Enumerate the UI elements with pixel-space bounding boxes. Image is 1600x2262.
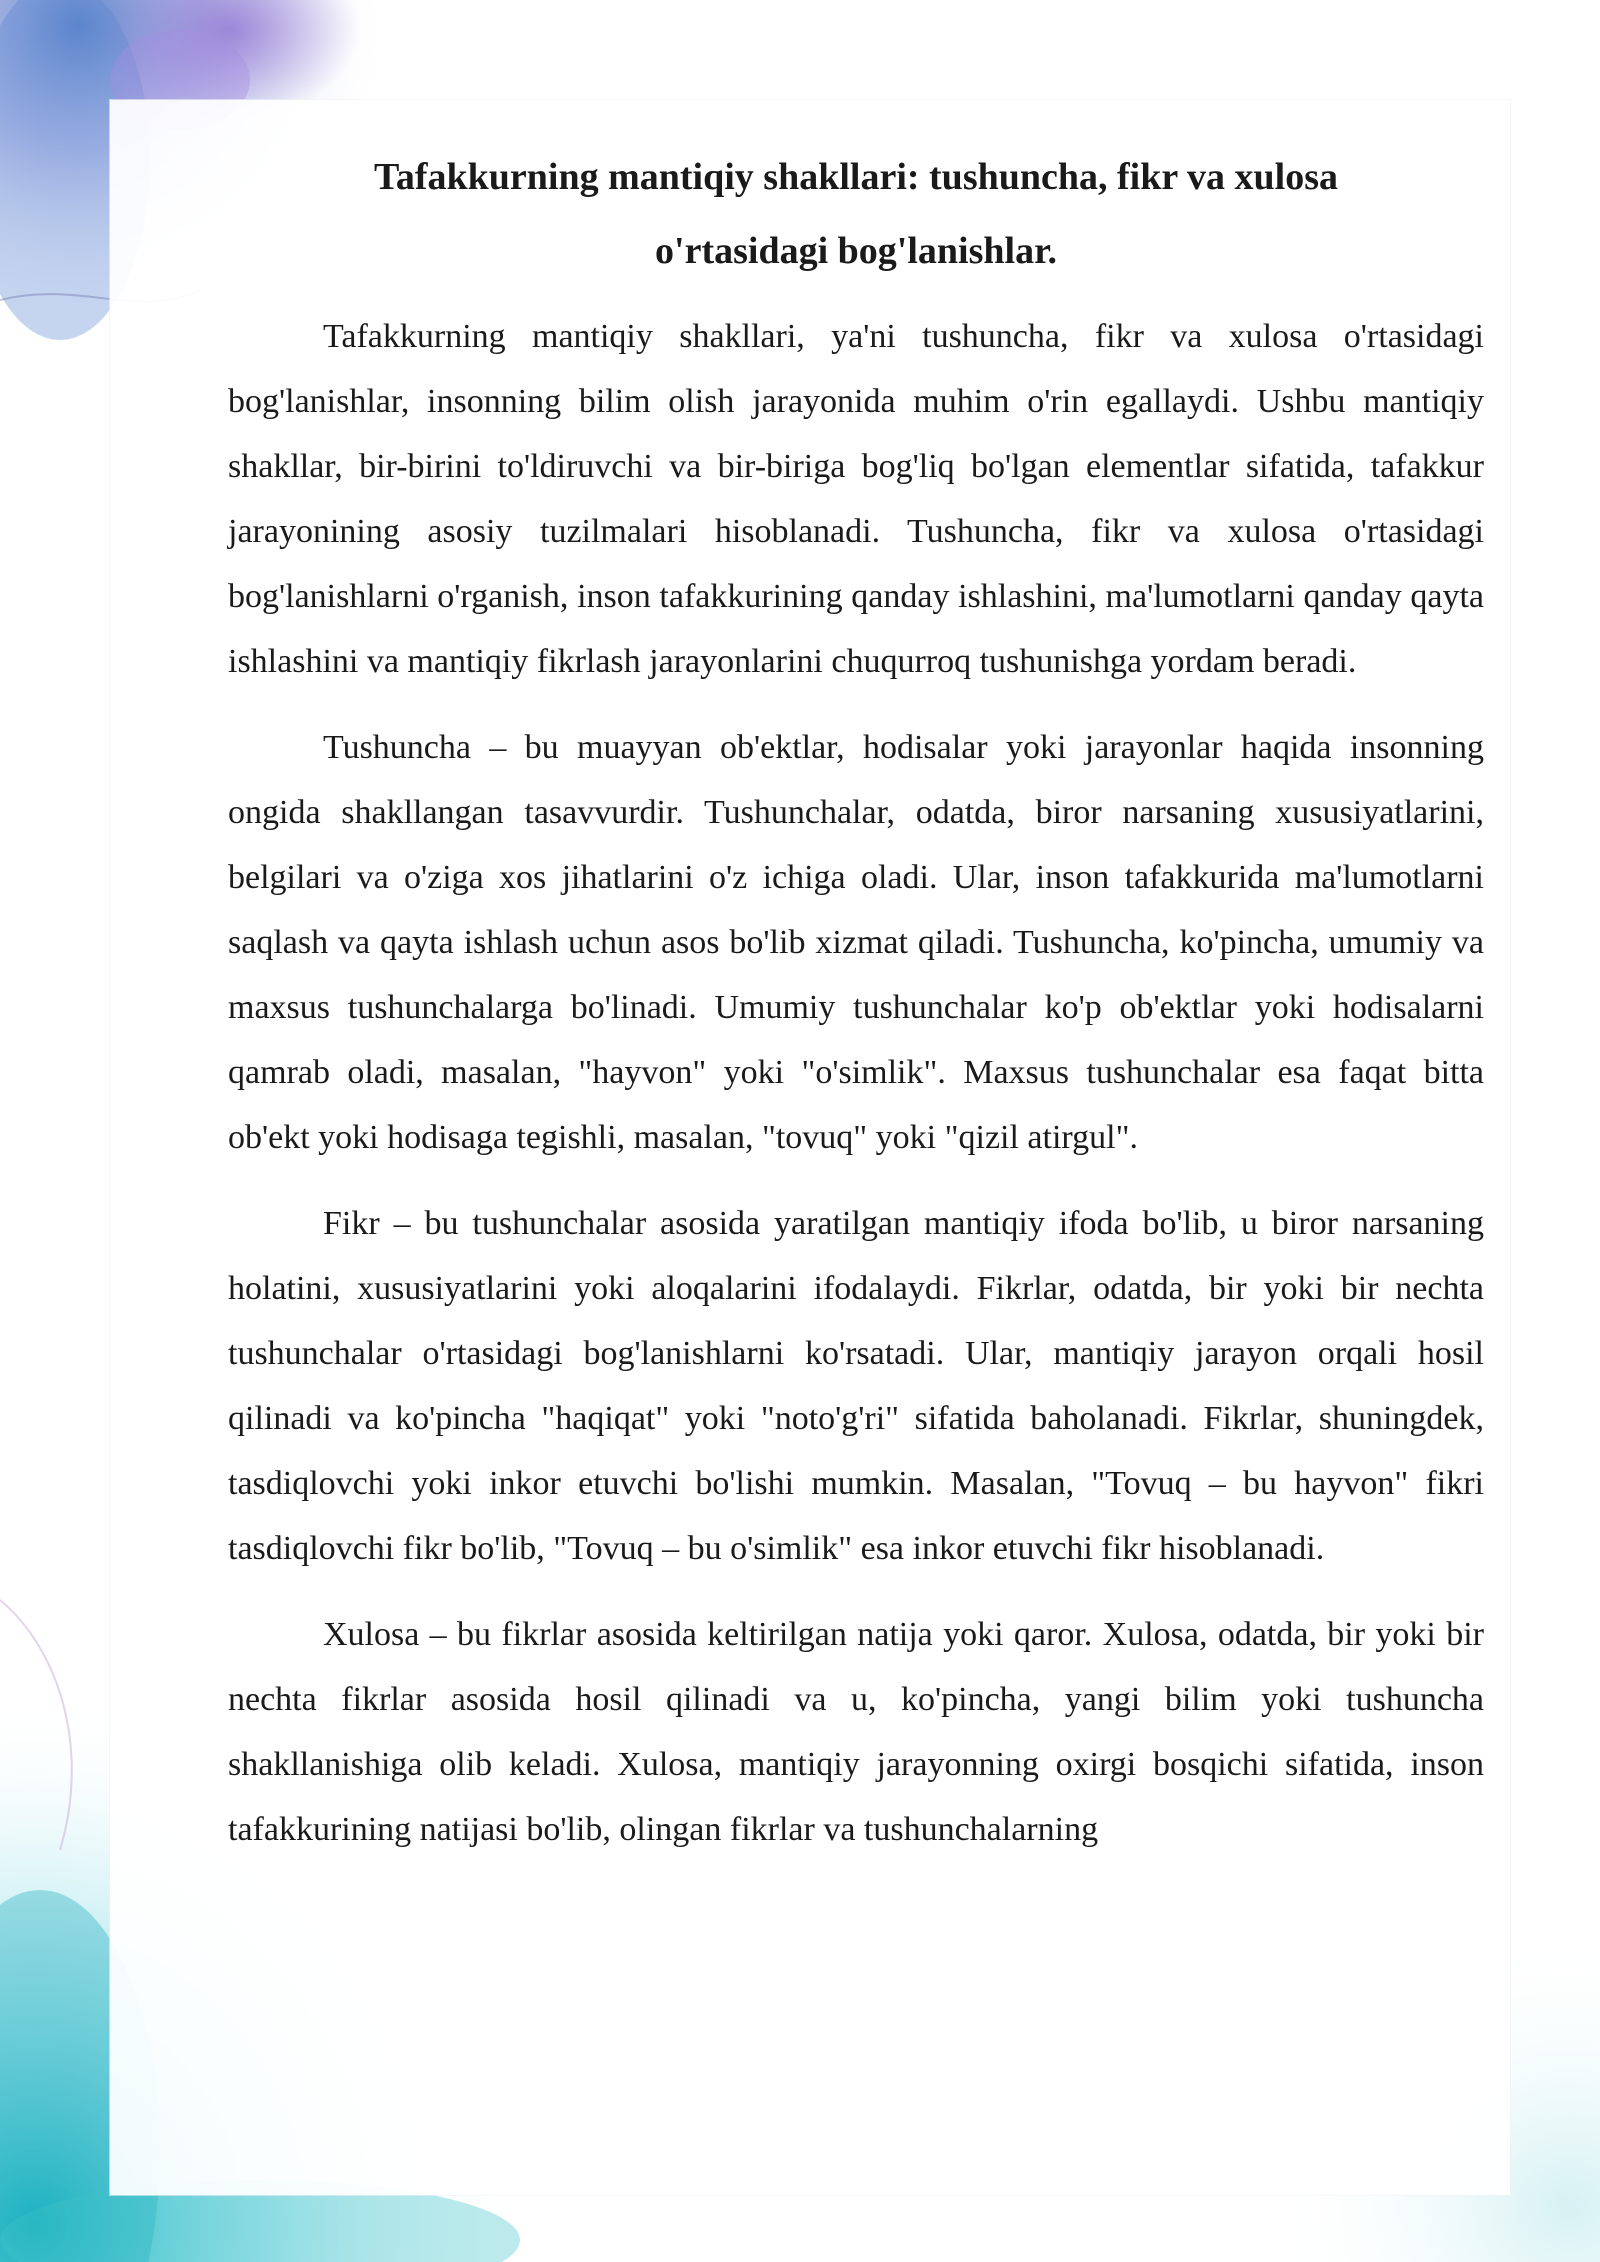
document-title: Tafakkurning mantiqiy shakllari: tushuncha, fikr va xulosa o'rtasidagi bog'lanishlar. (373, 156, 1339, 272)
paragraph-xulosa: Xulosa – bu fikrlar asosida keltirilgan natija yoki qaror. Xulosa, odatda, bir yoki bir nechta fikrlar asosida hosil qilinadi va u, ko'pincha, yangi bilim yoki tushuncha shakllanishiga olib keladi. Xulosa, mantiqiy jarayonning oxirgi bosqichi sifatida, inson tafakkurining natijasi bo'lib, olingan fikrlar va tushunchalarning (228, 1616, 1484, 1848)
paragraph-intro: Tafakkurning mantiqiy shakllari, ya'ni tushuncha, fikr va xulosa o'rtasidagi bog'lanishlar, insonning bilim olish jarayonida muhim o'rin egallaydi. Ushbu mantiqiy shakllar, bir-birini to'ldiruvchi va bir-biriga bog'liq bo'lgan elementlar sifatida, tafakkur jarayonining asosiy tuzilmalari hisoblanadi. Tushuncha, fikr va xulosa o'rtasidagi bog'lanishlarni o'rganish, inson tafakkurining qanday ishlashini, ma'lumotlarni qanday qayta ishlashini va mantiqiy fikrlash jarayonlarini chuqurroq tushunishga yordam beradi. (228, 318, 1484, 680)
paragraph-fikr: Fikr – bu tushunchalar asosida yaratilgan mantiqiy ifoda bo'lib, u biror narsaning holatini, xususiyatlarini yoki aloqalarini ifodalaydi. Fikrlar, odatda, bir yoki bir nechta tushunchalar o'rtasidagi bog'lanishlarni ko'rsatadi. Ular, mantiqiy jarayon orqali hosil qilinadi va ko'pincha "haqiqat" yoki "noto'g'ri" sifatida baholanadi. Fikrlar, shuningdek, tasdiqlovchi yoki inkor etuvchi bo'lishi mumkin. Masalan, "Tovuq – bu hayvon" fikri tasdiqlovchi fikr bo'lib, "Tovuq – bu o'simlik" esa inkor etuvchi fikr hisoblanadi. (228, 1205, 1484, 1567)
paragraph-tushuncha: Tushuncha – bu muayyan ob'ektlar, hodisalar yoki jarayonlar haqida insonning ongida shakllangan tasavvurdir. Tushunchalar, odatda, biror narsaning xususiyatlarini, belgilari va o'ziga xos jihatlarini o'z ichiga oladi. Ular, inson tafakkurida ma'lumotlarni saqlash va qayta ishlash uchun asos bo'lib xizmat qiladi. Tushuncha, ko'pincha, umumiy va maxsus tushunchalarga bo'linadi. Umumiy tushunchalar ko'p ob'ektlar yoki hodisalarni qamrab oladi, masalan, "hayvon" yoki "o'simlik". Maxsus tushunchalar esa faqat bitta ob'ekt yoki hodisaga tegishli, masalan, "tovuq" yoki "qizil atirgul". (228, 729, 1484, 1156)
document-body (228, 140, 1484, 1883)
